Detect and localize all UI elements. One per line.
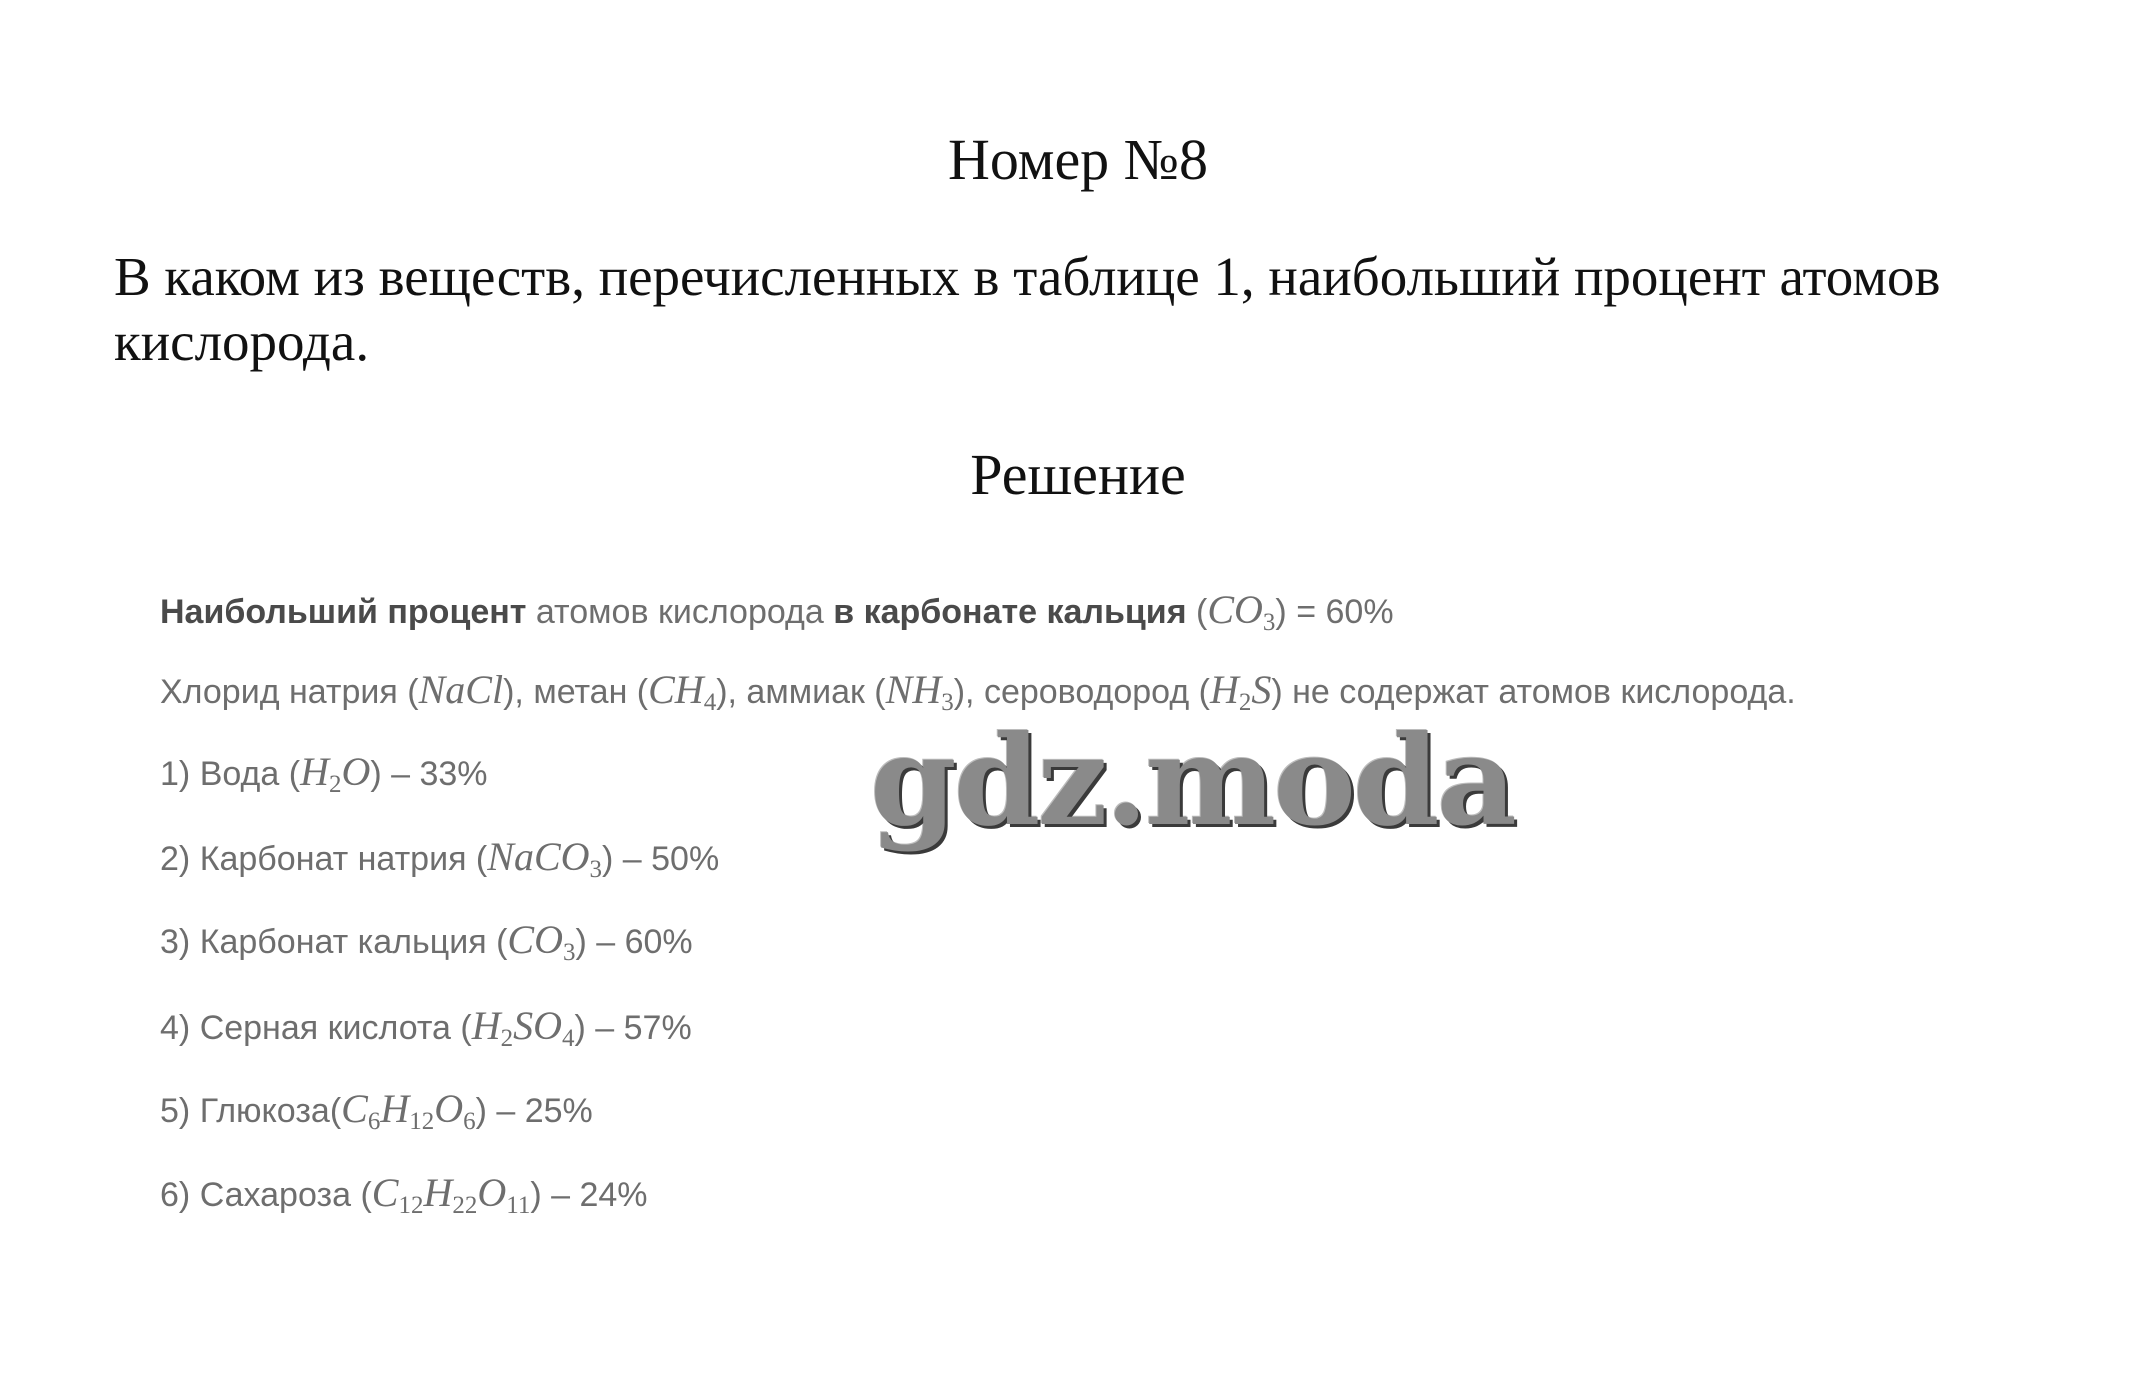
list-item: 6) Сахароза $(C_{12}H_{22}O_{11}) - 24\%$ — [160, 1170, 648, 1219]
solution-heading: Решение — [970, 442, 1186, 507]
list-item: 2) Карбонат натрия (NaCO$_3$) – 50% — [160, 834, 720, 883]
page-title: Номер №8 — [947, 127, 1209, 192]
watermark-logo: gdz.moda — [870, 709, 1514, 854]
formula-nacl: NaCl — [418, 667, 504, 712]
summary-line: Наибольший процент атомов кислорода в карбонате кальция $(CO_3) = 60\%$ — [160, 587, 1394, 636]
summary-formula: $CO_3$ — [1207, 587, 1276, 636]
summary-result: = 60% — [1286, 593, 1394, 631]
summary-bold-b: в карбонате кальция — [833, 593, 1187, 631]
no-oxygen-tail: не содержат атомов кислорода. — [1292, 673, 1796, 711]
formula-nh3: $NH_3$ — [885, 667, 954, 716]
list-item: 4) Серная кислота $(H_2SO_4) - 57\%$ — [160, 1003, 692, 1052]
question-text: В каком из веществ, перечисленных в таблице 1, наибольший процент атомов кислорода. — [114, 246, 1941, 372]
list-item: 5) $Глюкоза(C_6H_{12}O_6) - 25\%$ — [160, 1086, 593, 1135]
list-item: 3) Карбонат кальция $(CO_3) - 60\%$ — [160, 917, 693, 966]
list-item: 1) Вода $(H_2O) - 33\%$ — [160, 749, 488, 798]
formula-ch4: $CH_4$ — [648, 667, 717, 716]
no-oxygen-line: Хлорид натрия (NaCl), метан $(CH_4)$, аммиак $(NH_3)$, сероводород $(H_2S)$ не содержат атомов кислорода. — [160, 667, 1796, 716]
formula-h2s: $H_2S$ — [1209, 667, 1272, 716]
summary-bold-a: Наибольший процент — [160, 593, 527, 631]
summary-text-a: атомов кислорода — [526, 593, 834, 631]
